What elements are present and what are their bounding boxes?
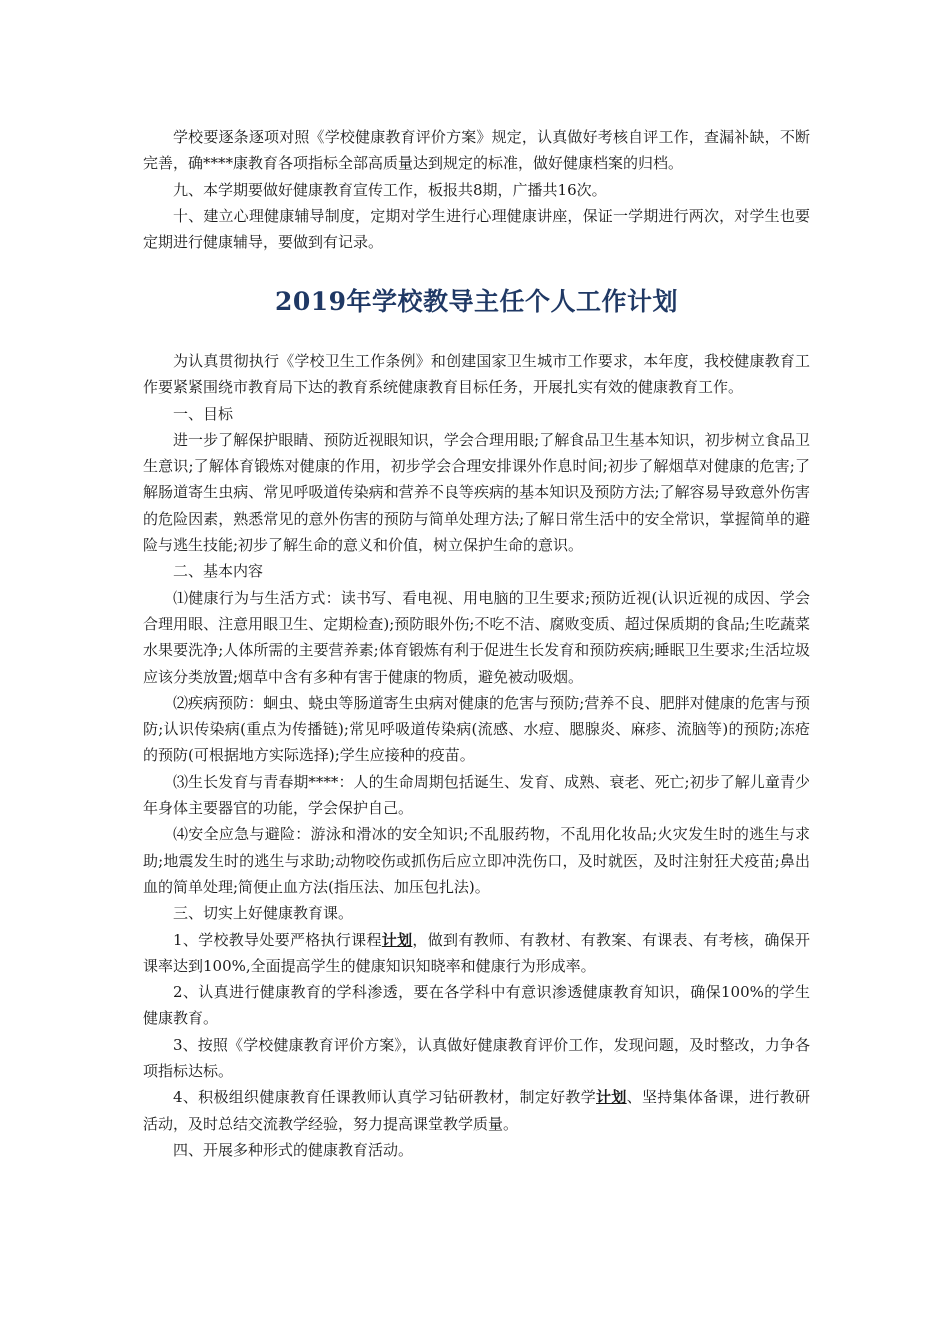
document-title: 2019年学校教导主任个人工作计划 — [274, 287, 679, 316]
document-body — [143, 348, 810, 1163]
paragraph-class-item-2: 2、认真进行健康教育的学科渗透，要在各学科中有意识渗透健康教育知识，确保100%的学生健康教育。 — [143, 983, 810, 1028]
plan-link-2[interactable]: 计划 — [596, 1088, 627, 1107]
item1-text-before: 1、学校教导处要严格执行课程 — [173, 930, 382, 949]
paragraph-class-item-3: 3、按照《学校健康教育评价方案》，认真做好健康教育评价工作，发现问题，及时整改，力争各项指标达标。 — [143, 1035, 810, 1081]
paragraph-content-3: ⑶生长发育与青春期****：人的生命周期包括诞生、发育、成熟、衰老、死亡;初步了解儿童青少年身体主要器官的功能，学会保护自己。 — [143, 772, 810, 818]
paragraph-intro: 为认真贯彻执行《学校卫生工作条例》和创建国家卫生城市工作要求，本年度，我校健康教育工作要紧紧围绕市教育局下达的教育系统健康教育目标任务，开展扎实有效的健康教育工作。 — [143, 352, 810, 397]
paragraph-goals: 进一步了解保护眼睛、预防近视眼知识，学会合理用眼;了解食品卫生基本知识，初步树立食品卫生意识;了解体育锻炼对健康的作用，初步学会合理安排课外作息时间;初步了解烟草对健康的危害;了解肠道寄生虫病、常见呼吸道传染病和营养不良等疾病的基本知识及预防方法;了解容易导致意外伤害的危险因素，熟悉常见的意外伤害的预防与简单处理方法;了解日常生活中的安全常识，掌握简单的避险与逃生技能;初步了解生命的意义和价值，树立保护生命的意识。 — [143, 430, 810, 555]
paragraph-item-ten: 十、建立心理健康辅导制度，定期对学生进行心理健康讲座，保证一学期进行两次，对学生也要定期进行健康辅导，要做到有记录。 — [143, 206, 810, 252]
heading-basic-content: 二、基本内容 — [173, 562, 264, 581]
item4-text-after: 、坚持集体备课，进行教研活动，及时总结交流教学经验，努力提高课堂教学质量。 — [143, 1088, 810, 1133]
paragraph-content-2: ⑵疾病预防：蛔虫、蛲虫等肠道寄生虫病对健康的危害与预防;营养不良、肥胖对健康的危害与预防;认识传染病(重点为传播链);常见呼吸道传染病(流感、水痘、腮腺炎、麻疹、流脑等)的预防;冻疮的预防(可根据地方实际选择);学生应接种的疫苗。 — [143, 693, 810, 765]
heading-goals: 一、目标 — [173, 404, 234, 423]
plan-link-1[interactable]: 计划 — [381, 930, 413, 949]
heading-health-class: 三、切实上好健康教育课。 — [173, 904, 354, 923]
heading-activities: 四、开展多种形式的健康教育活动。 — [173, 1140, 414, 1159]
paragraph-class-item-1 — [143, 927, 810, 980]
item1-text-after: ，做到有教师、有教材、有教案、有课表、有考核，确保开课率达到100%,全面提高学生的健康知识知晓率和健康行为形成率。 — [143, 930, 810, 975]
item4-text-before: 4、积极组织健康教育任课教师认真学习钻研教材，制定好教学 — [173, 1088, 597, 1107]
paragraph-class-item-4 — [143, 1084, 810, 1137]
paragraph-content-4: ⑷安全应急与避险：游泳和滑冰的安全知识;不乱服药物，不乱用化妆品;火灾发生时的逃生与求助;地震发生时的逃生与求助;动物咬伤或抓伤后应立即冲洗伤口，及时就医，及时注射狂犬疫苗;鼻出血的简单处理;简便止血方法(指压法、加压包扎法)。 — [143, 825, 810, 896]
previous-section-tail — [143, 124, 810, 255]
paragraph-content-1: ⑴健康行为与生活方式：读书写、看电视、用电脑的卫生要求;预防近视(认识近视的成因、学会合理用眼、注意用眼卫生、定期检查);预防眼外伤;不吃不洁、腐败变质、超过保质期的食品;生吃蔬菜水果要洗净;人体所需的主要营养素;体育锻炼有利于促进生长发育和预防疾病;睡眠卫生要求;生活垃圾应该分类放置;烟草中含有多种有害于健康的物质，避免被动吸烟。 — [143, 588, 810, 686]
paragraph-item-nine: 九、本学期要做好健康教育宣传工作，板报共8期，广播共16次。 — [173, 180, 607, 199]
paragraph-evaluation: 学校要逐条逐项对照《学校健康教育评价方案》规定，认真做好考核自评工作，查漏补缺，不断完善，确****康教育各项指标全部高质量达到规定的标准，做好健康档案的归档。 — [143, 128, 810, 173]
